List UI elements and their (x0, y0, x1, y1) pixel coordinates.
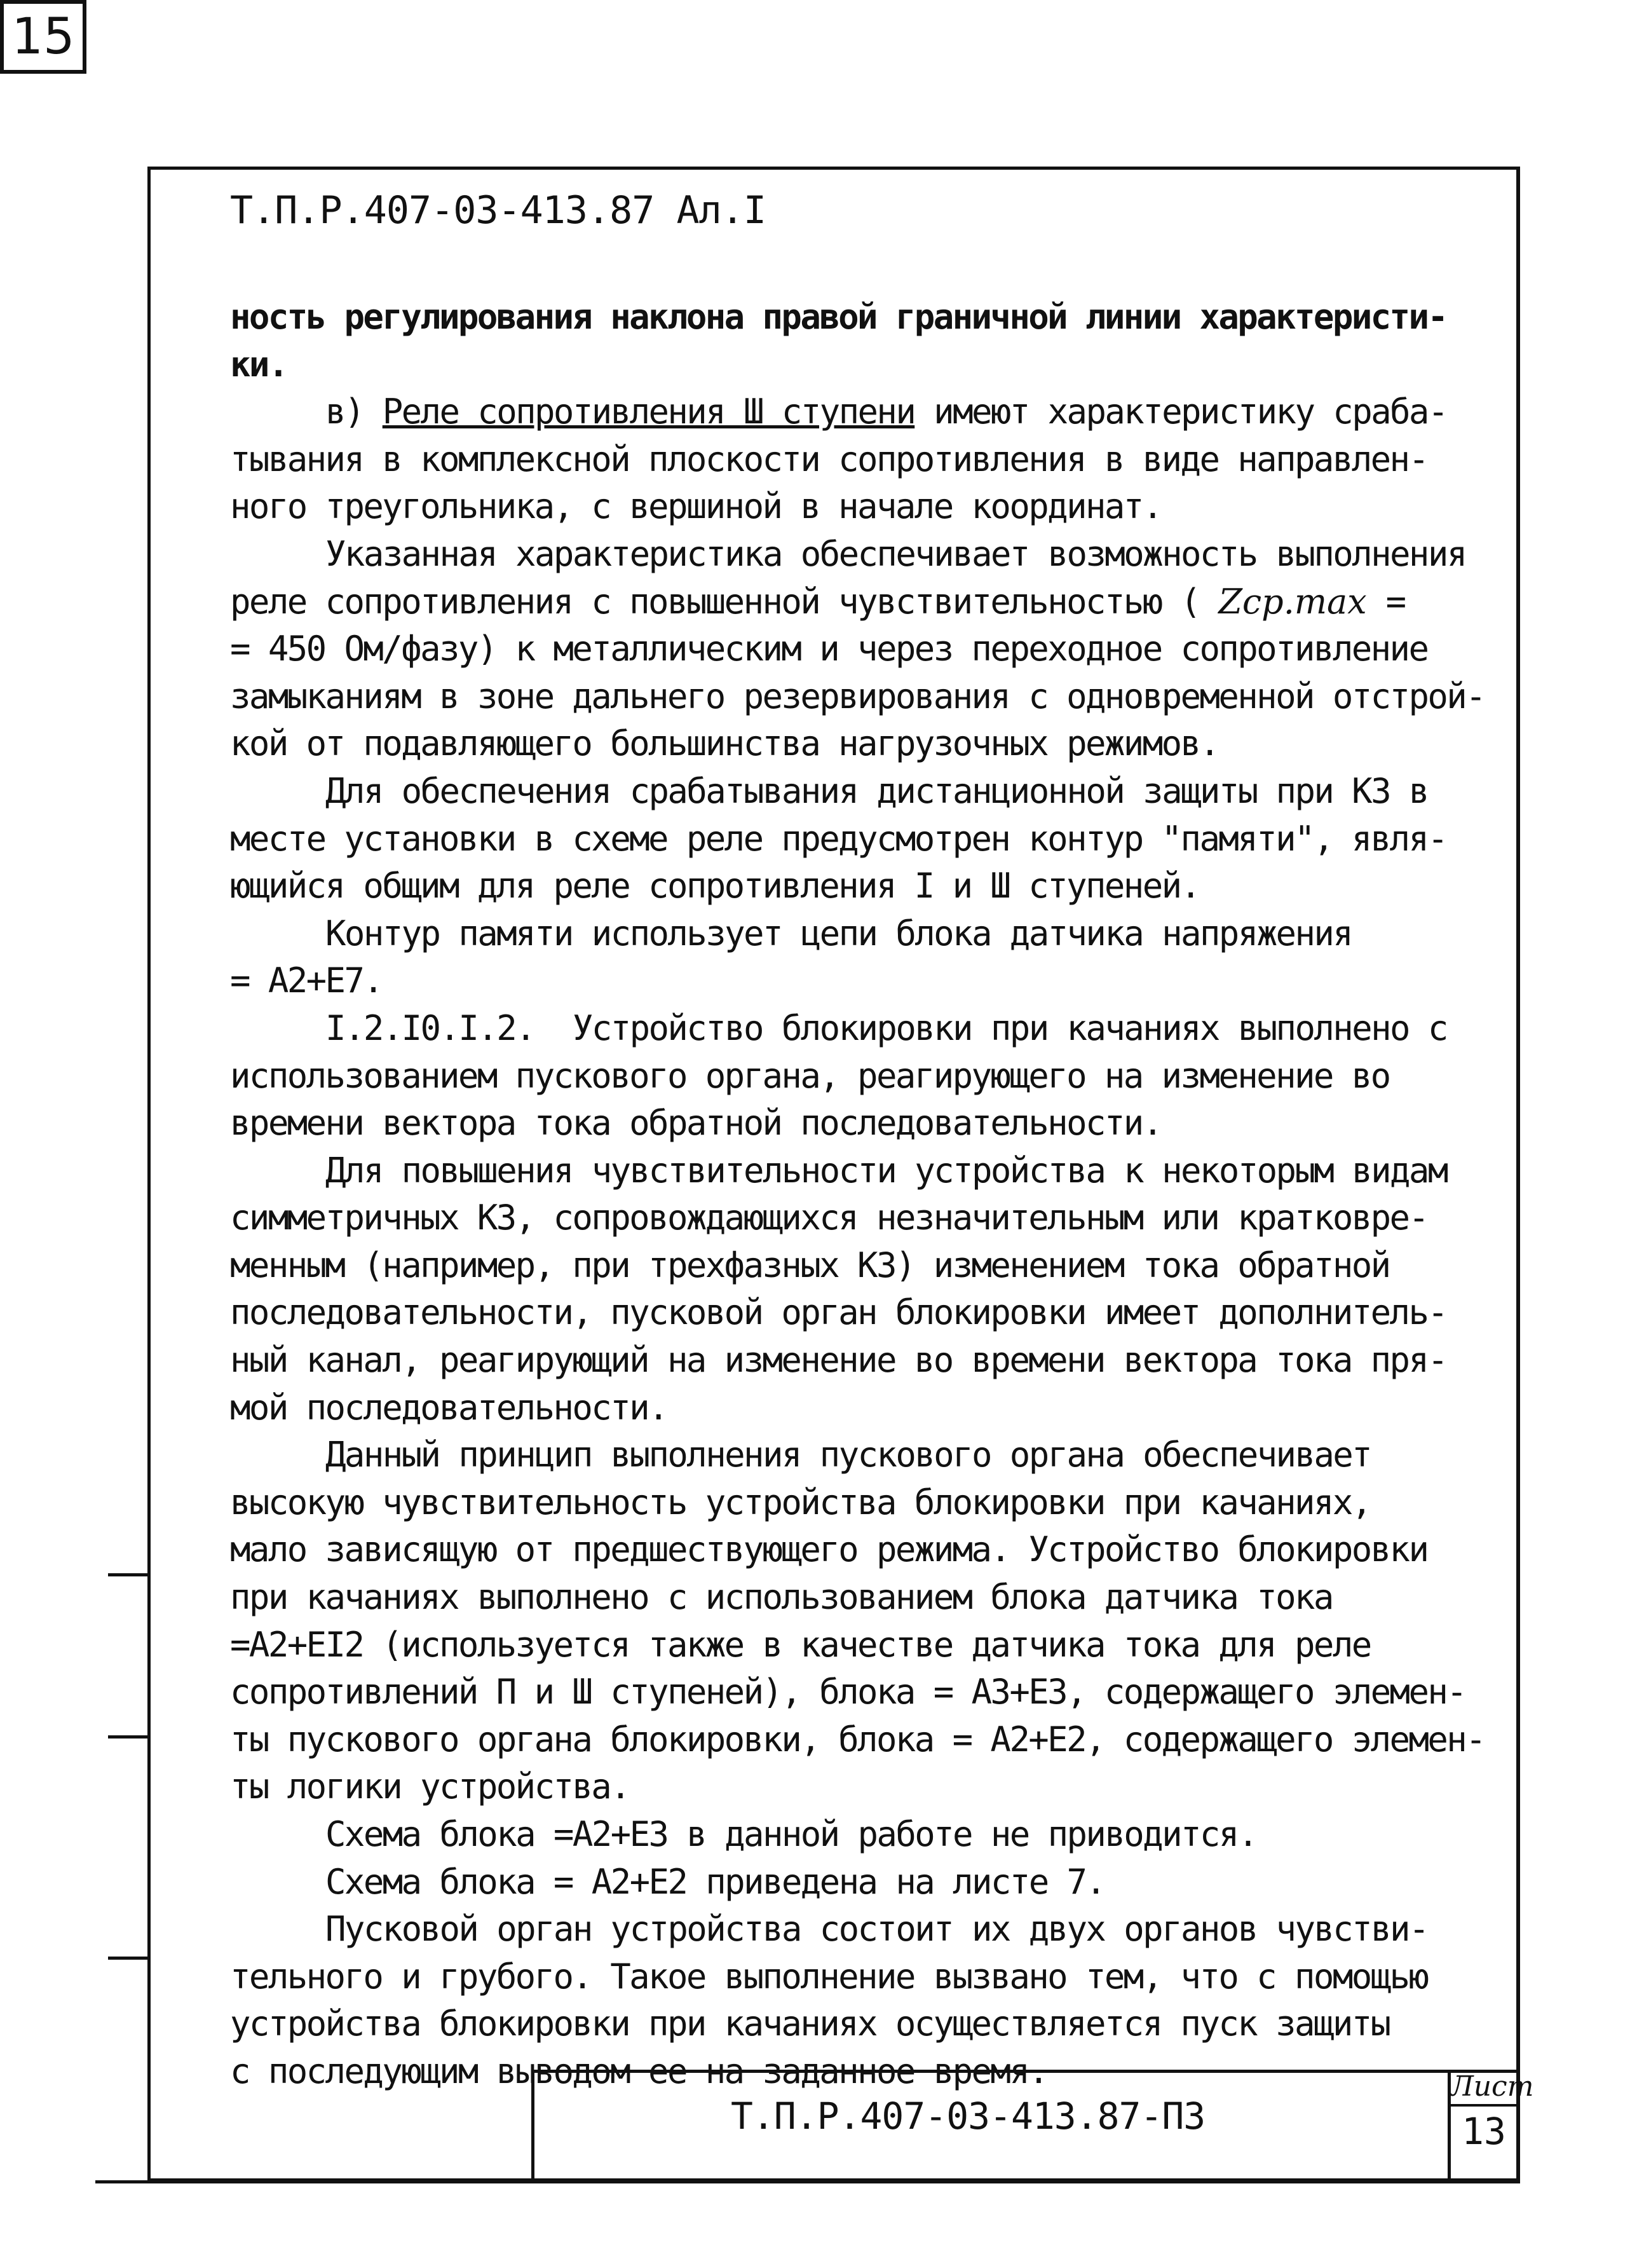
text-line (230, 1479, 1488, 1527)
text-line (230, 388, 1488, 436)
text-line (230, 1953, 1488, 2001)
line-text: Пусковой орган устройства состоит их двух органов чувстви- (325, 1909, 1428, 1950)
line-text: менным (например, при трехфазных КЗ) изменением тока обратной (230, 1245, 1390, 1285)
text-line (230, 531, 1488, 578)
line-text: =А2+ЕI2 (используется также в качестве датчика тока для реле (230, 1624, 1371, 1665)
line-text: ты логики устройства. (230, 1766, 630, 1807)
text-line (230, 1384, 1488, 1432)
text-line (230, 1811, 1488, 1859)
line-text: с последующим выводом ее на заданное время. (230, 2051, 1048, 2091)
text-line (230, 1574, 1488, 1622)
text-line (230, 1289, 1488, 1337)
text-line (230, 2000, 1488, 2048)
text-line (230, 1859, 1488, 1906)
text-line (230, 1242, 1488, 1290)
text-line (230, 1669, 1488, 1716)
text-line (230, 1716, 1488, 1764)
line-text: тельного и грубого. Такое выполнение вызвано тем, что с помощью (230, 1956, 1428, 1997)
header-doc-code: Т.П.Р.407-03-413.87 Ал.I (230, 188, 766, 233)
line-text: = 450 Ом/фазу) к металлическим и через переходное сопротивление (230, 629, 1428, 669)
text-line (230, 578, 1488, 626)
line-text: сопротивлений П и Ш ступеней), блока = А3+Е3, содержащего элемен- (230, 1672, 1466, 1712)
line-text: Для повышения чувствительности устройства к некоторым видам (325, 1150, 1447, 1191)
line-text: ющийся общим для реле сопротивления I и Ш ступеней. (230, 866, 1200, 906)
line-text: ность регулирования наклона правой граничной линии характеристи- (230, 297, 1447, 337)
body-text (230, 294, 1488, 2096)
line-text: при качаниях выполнено с использованием блока датчика тока (230, 1577, 1333, 1618)
line-text: устройства блокировки при качаниях осуществляется пуск защиты (230, 2004, 1390, 2044)
bottom-rule (95, 2180, 1520, 2183)
text-line (230, 1622, 1488, 1669)
text-line (230, 957, 1488, 1005)
line-text: последовательности, пусковой орган блокировки имеет дополнитель- (230, 1292, 1447, 1333)
line-text: Схема блока =А2+Е3 в данной работе не приводится. (325, 1814, 1257, 1854)
text-line (230, 768, 1488, 816)
line-text: Данный принцип выполнения пускового органа обеспечивает (325, 1435, 1371, 1475)
text-line (230, 1194, 1488, 1242)
line-text: = (1366, 581, 1405, 622)
binding-mark (108, 1573, 149, 1576)
underlined-term: Реле сопротивления Ш ступени (382, 392, 915, 432)
line-text: реле сопротивления с повышенной чувствительностью ( (230, 581, 1219, 622)
line-text: месте установки в схеме реле предусмотрен контур "памяти", явля- (230, 818, 1447, 859)
stamp-doc-code: Т.П.Р.407-03-413.87-ПЗ (731, 2094, 1206, 2138)
line-text: ки. (230, 344, 287, 385)
text-line (230, 1526, 1488, 1574)
line-text: ный канал, реагирующий на изменение во времени вектора тока пря- (230, 1340, 1447, 1381)
line-text: Схема блока = А2+Е2 приведена на листе 7. (325, 1861, 1105, 1902)
line-text: замыканиям в зоне дальнего резервирования с одновременной отстрой- (230, 676, 1485, 716)
text-line (230, 1147, 1488, 1195)
line-text: времени вектора тока обратной последовательности. (230, 1103, 1162, 1144)
line-text: мой последовательности. (230, 1387, 667, 1428)
binding-mark (108, 1957, 149, 1960)
line-text: = А2+Е7. (230, 960, 383, 1001)
text-line (230, 436, 1488, 484)
line-text: кой от подавляющего большинства нагрузочных режимов. (230, 723, 1219, 764)
text-line (230, 1906, 1488, 1953)
line-text: симметричных КЗ, сопровождающихся незначительным или кратковре- (230, 1198, 1428, 1238)
text-line (230, 1005, 1488, 1053)
formula: Zср.max (1218, 581, 1367, 622)
line-text: имеют характеристику сраба- (914, 392, 1447, 432)
text-line (230, 816, 1488, 863)
text-line (230, 910, 1488, 958)
line-text: ного треугольника, с вершиной в начале координат. (230, 486, 1162, 527)
text-line (230, 1053, 1488, 1100)
line-text: использованием пускового органа, реагирующего на изменение во (230, 1055, 1390, 1096)
page-number: 15 (0, 0, 86, 74)
text-line (230, 294, 1488, 341)
sheet-number: 13 (1462, 2110, 1506, 2153)
line-text: высокую чувствительность устройства блокировки при качаниях, (230, 1482, 1371, 1522)
line-text: Для обеспечения срабатывания дистанционной защиты при КЗ в (325, 770, 1428, 811)
text-line (230, 625, 1488, 673)
sheet-label: Лист (1450, 2070, 1518, 2107)
line-text: Указанная характеристика обеспечивает возможность выполнения (325, 533, 1466, 574)
line-text: Контур памяти использует цепи блока датчика напряжения (325, 913, 1352, 953)
text-line (230, 1431, 1488, 1479)
text-line (230, 483, 1488, 531)
line-text: в) (325, 392, 383, 432)
text-line (230, 1763, 1488, 1811)
text-line (230, 863, 1488, 910)
text-line (230, 720, 1488, 768)
line-text: тывания в комплексной плоскости сопротивления в виде направлен- (230, 439, 1428, 479)
line-text: ты пускового органа блокировки, блока = А2+Е2, содержащего элемен- (230, 1719, 1485, 1759)
binding-mark (108, 1735, 149, 1739)
text-line (230, 1337, 1488, 1384)
line-text: I.2.I0.I.2. Устройство блокировки при качаниях выполнено с (325, 1008, 1447, 1048)
text-line (230, 1100, 1488, 1147)
line-text: мало зависящую от предшествующего режима. Устройство блокировки (230, 1529, 1428, 1570)
text-line (230, 341, 1488, 389)
text-line (230, 673, 1488, 721)
